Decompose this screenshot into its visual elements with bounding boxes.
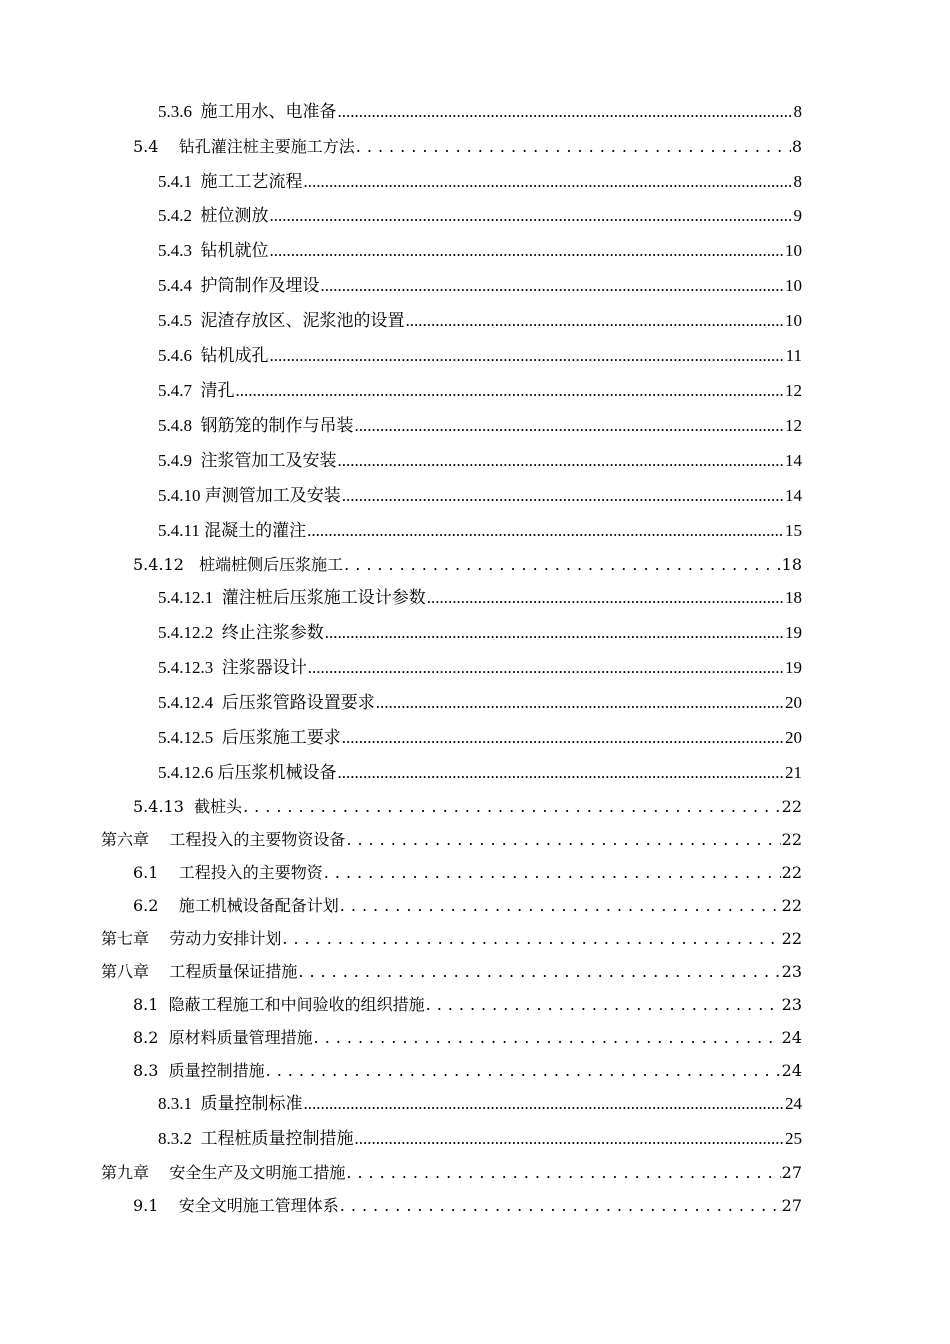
dot-leader: [340, 1196, 781, 1216]
dot-leader: [346, 830, 780, 850]
toc-entry[interactable]: [158, 728, 802, 748]
toc-entry-label: 8.3.1 质量控制标准: [158, 1094, 303, 1113]
toc-entry-label: 5.4.12 桩端桩侧后压浆施工: [133, 555, 344, 574]
toc-entry-page: 12: [785, 381, 802, 400]
toc-entry-label: 5.4 钻孔灌注桩主要施工方法: [133, 137, 355, 156]
toc-entry-label: 第六章 工程投入的主要物资设备: [101, 830, 346, 849]
toc-entry[interactable]: [158, 451, 802, 471]
toc-entry[interactable]: [101, 830, 802, 850]
toc-entry-label: 5.4.10 声测管加工及安装: [158, 486, 341, 505]
toc-entry[interactable]: [158, 588, 802, 608]
toc-entry-page: 14: [785, 486, 802, 505]
toc-entry[interactable]: [133, 797, 802, 817]
toc-entry-label: 5.4.6 钻机成孔: [158, 346, 269, 365]
toc-entry-label: 8.3.2 工程桩质量控制措施: [158, 1129, 354, 1148]
toc-entry[interactable]: [133, 995, 802, 1015]
toc-entry-page: 19: [785, 623, 802, 642]
dot-leader: [406, 311, 785, 331]
toc-entry-label: 5.4.9 注浆管加工及安装: [158, 451, 337, 470]
toc-entry[interactable]: [158, 206, 802, 226]
toc-entry-label: 8.3 质量控制措施: [133, 1061, 265, 1080]
toc-entry[interactable]: [158, 623, 802, 643]
toc-entry-page: 24: [785, 1094, 802, 1113]
toc-entry-label: 5.4.12.2 终止注浆参数: [158, 623, 324, 642]
toc-entry-label: 5.4.12.3 注浆器设计: [158, 658, 307, 677]
toc-entry-page: 18: [785, 588, 802, 607]
toc-entry-label: 5.4.11 混凝土的灌注: [158, 521, 307, 540]
toc-entry[interactable]: [133, 1196, 802, 1216]
toc-entry-label: 9.1 安全文明施工管理体系: [133, 1196, 339, 1215]
dot-leader: [266, 1061, 781, 1081]
dot-leader: [338, 763, 785, 783]
toc-entry-page: 20: [785, 728, 802, 747]
toc-entry[interactable]: [158, 1094, 802, 1114]
dot-leader: [342, 486, 784, 506]
toc-entry-label: 5.4.2 桩位测放: [158, 206, 269, 225]
toc-entry[interactable]: [101, 962, 802, 982]
toc-entry-label: 第八章 工程质量保证措施: [101, 962, 298, 981]
toc-entry[interactable]: [133, 863, 802, 883]
dot-leader: [426, 995, 781, 1015]
toc-entry-page: 8: [791, 137, 802, 156]
toc-entry-page: 22: [781, 896, 802, 915]
toc-entry[interactable]: [158, 1129, 802, 1149]
toc-entry[interactable]: [158, 381, 802, 401]
toc-entry-label: 5.4.12.1 灌注桩后压浆施工设计参数: [158, 588, 426, 607]
toc-entry-page: 10: [785, 276, 802, 295]
dot-leader: [325, 623, 784, 643]
dot-leader: [304, 172, 793, 192]
toc-entry-label: 第七章 劳动力安排计划: [101, 929, 282, 948]
toc-entry-label: 5.4.8 钢筋笼的制作与吊装: [158, 416, 354, 435]
toc-entry-page: 23: [781, 995, 802, 1014]
toc-entry[interactable]: [158, 346, 802, 366]
dot-leader: [282, 929, 780, 949]
toc-entry-page: 22: [781, 929, 802, 948]
toc-entry-label: 5.4.7 清孔: [158, 381, 235, 400]
dot-leader: [314, 1028, 781, 1048]
toc-entry[interactable]: [158, 763, 802, 783]
dot-leader: [308, 658, 784, 678]
toc-entry[interactable]: [158, 416, 802, 436]
toc-entry-label: 5.4.12.4 后压浆管路设置要求: [158, 693, 375, 712]
dot-leader: [243, 797, 781, 817]
toc-entry-label: 6.2 施工机械设备配备计划: [133, 896, 339, 915]
toc-entry-page: 9: [793, 206, 802, 225]
dot-leader: [304, 1094, 785, 1114]
toc-entry-page: 25: [785, 1129, 802, 1148]
dot-leader: [298, 962, 780, 982]
toc-entry-page: 12: [785, 416, 802, 435]
dot-leader: [338, 102, 793, 122]
dot-leader: [270, 346, 785, 366]
toc-entry[interactable]: [133, 1028, 802, 1048]
toc-entry[interactable]: [158, 241, 802, 261]
toc-entry-page: 15: [785, 521, 802, 540]
toc-entry[interactable]: [158, 276, 802, 296]
toc-entry[interactable]: [133, 896, 802, 916]
toc-entry-page: 18: [781, 555, 802, 574]
toc-entry-page: 8: [793, 102, 802, 121]
toc-entry[interactable]: [133, 137, 802, 157]
toc-entry-label: 5.4.1 施工工艺流程: [158, 172, 303, 191]
toc-entry-page: 8: [793, 172, 802, 191]
toc-entry-page: 10: [785, 241, 802, 260]
toc-entry-page: 22: [781, 863, 802, 882]
toc-entry[interactable]: [133, 1061, 802, 1081]
toc-entry-page: 24: [781, 1061, 802, 1080]
toc-entry-label: 5.4.12.5 后压浆施工要求: [158, 728, 341, 747]
dot-leader: [321, 276, 785, 296]
toc-entry-page: 22: [781, 797, 802, 816]
toc-entry[interactable]: [158, 693, 802, 713]
dot-leader: [342, 728, 784, 748]
dot-leader: [355, 416, 785, 436]
dot-leader: [340, 896, 781, 916]
dot-leader: [427, 588, 784, 608]
toc-entry-label: 5.4.13 截桩头: [133, 797, 243, 816]
toc-entry[interactable]: [158, 658, 802, 678]
toc-entry[interactable]: [158, 486, 802, 506]
toc-entry-page: 21: [785, 763, 802, 782]
dot-leader: [355, 1129, 785, 1149]
toc-entry[interactable]: [158, 102, 802, 122]
toc-entry-label: 5.4.12.6 后压浆机械设备: [158, 763, 337, 782]
toc-entry-page: 24: [781, 1028, 802, 1047]
toc-entry[interactable]: [101, 929, 802, 949]
toc-entry-page: 19: [785, 658, 802, 677]
dot-leader: [270, 241, 785, 261]
toc-entry[interactable]: [158, 521, 802, 541]
toc-entry-page: 23: [781, 962, 802, 981]
toc-entry-label: 8.2 原材料质量管理措施: [133, 1028, 313, 1047]
dot-leader: [236, 381, 785, 401]
dot-leader: [344, 555, 780, 575]
toc-entry-label: 5.4.4 护筒制作及埋设: [158, 276, 320, 295]
toc-entry-page: 22: [781, 830, 802, 849]
toc-entry[interactable]: [158, 311, 802, 331]
toc-entry-page: 14: [785, 451, 802, 470]
toc-entry-label: 5.3.6 施工用水、电准备: [158, 102, 337, 121]
toc-entry-page: 27: [781, 1163, 802, 1182]
toc-entry-label: 6.1 工程投入的主要物资: [133, 863, 323, 882]
dot-leader: [324, 863, 781, 883]
toc-entry-page: 27: [781, 1196, 802, 1215]
toc-entry-page: 10: [785, 311, 802, 330]
toc-entry-label: 第九章 安全生产及文明施工措施: [101, 1163, 346, 1182]
dot-leader: [356, 137, 791, 157]
toc-entry-label: 5.4.5 泥渣存放区、泥浆池的设置: [158, 311, 405, 330]
dot-leader: [307, 521, 784, 541]
toc-entry[interactable]: [101, 1163, 802, 1183]
toc-entry-label: 8.1 隐蔽工程施工和中间验收的组织措施: [133, 995, 425, 1014]
toc-entry[interactable]: [158, 172, 802, 192]
dot-leader: [376, 693, 784, 713]
dot-leader: [270, 206, 793, 226]
toc-entry[interactable]: [133, 555, 802, 575]
toc-entry-page: 20: [785, 693, 802, 712]
toc-entry-label: 5.4.3 钻机就位: [158, 241, 269, 260]
dot-leader: [346, 1163, 780, 1183]
toc-entry-page: 11: [785, 346, 802, 365]
dot-leader: [338, 451, 785, 471]
